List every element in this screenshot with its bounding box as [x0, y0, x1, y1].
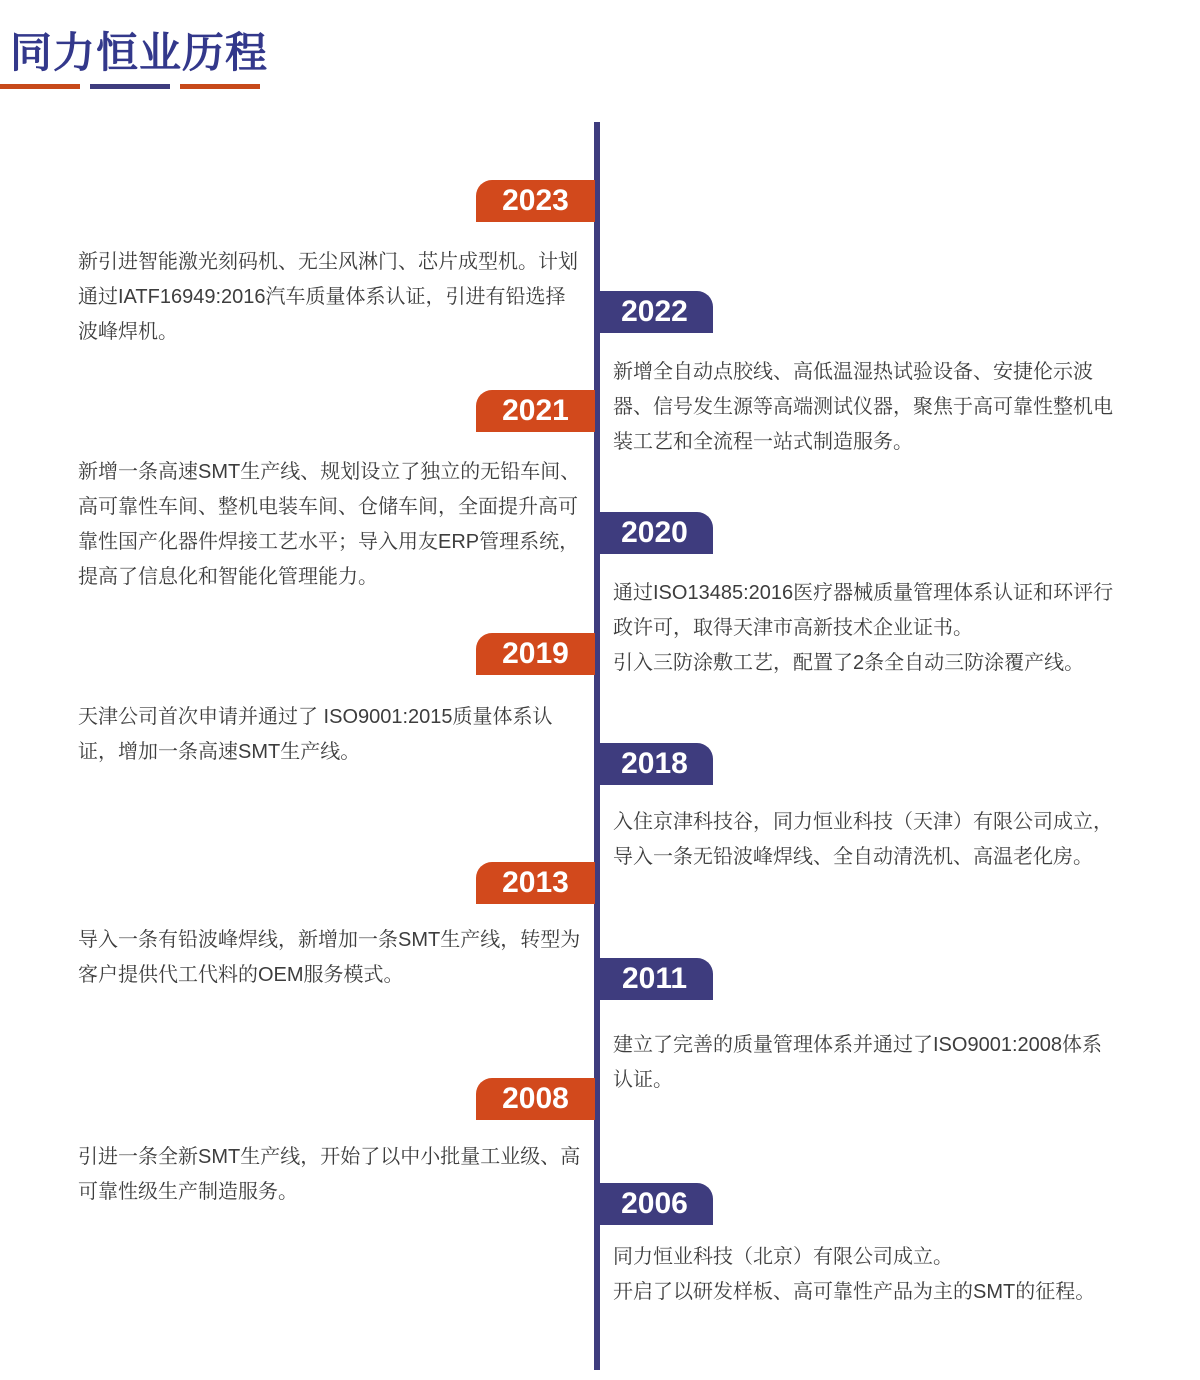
milestone-2020-line-1: 通过ISO13485:2016医疗器械质量管理体系认证和环评行政许可，取得天津市高新技术企业证书。	[613, 582, 1114, 639]
year-badge-2022: 2022	[596, 291, 713, 333]
year-badge-2021: 2021	[476, 390, 595, 432]
year-badge-2018: 2018	[596, 743, 713, 785]
milestone-2006-text	[613, 1240, 1118, 1310]
milestone-2019-text: 天津公司首次申请并通过了 ISO9001:2015质量体系认证，增加一条高速SMT生产线。	[78, 706, 553, 763]
milestone-2021-text: 新增一条高速SMT生产线、规划设立了独立的无铅车间、高可靠性车间、整机电装车间、仓储车间，全面提升高可靠性国产化器件焊接工艺水平；导入用友ERP管理系统，提高了信息化和智能化管理能力。	[78, 461, 581, 588]
milestone-2023-text: 新引进智能激光刻码机、无尘风淋门、芯片成型机。计划通过IATF16949:2016汽车质量体系认证，引进有铅选择波峰焊机。	[78, 251, 578, 343]
year-badge-2013: 2013	[476, 862, 595, 904]
year-badge-2023: 2023	[476, 180, 595, 222]
milestone-2011-text: 建立了完善的质量管理体系并通过了ISO9001:2008体系认证。	[613, 1034, 1102, 1091]
year-badge-2008: 2008	[476, 1078, 595, 1120]
page-title: 同力恒业历程	[10, 29, 269, 76]
milestone-2018-text: 入住京津科技谷，同力恒业科技（天津）有限公司成立，导入一条无铅波峰焊线、全自动清洗机、高温老化房。	[613, 811, 1113, 868]
milestone-2013-text: 导入一条有铅波峰焊线，新增加一条SMT生产线，转型为客户提供代工代料的OEM服务模式。	[78, 929, 581, 986]
year-badge-2011: 2011	[596, 958, 713, 1000]
milestone-2020-line-2: 引入三防涂敷工艺，配置了2条全自动三防涂覆产线。	[613, 652, 1085, 674]
milestone-2006-line-1: 同力恒业科技（北京）有限公司成立。	[613, 1246, 953, 1268]
year-badge-2020: 2020	[596, 512, 713, 554]
title-underline-orange-2	[180, 84, 260, 89]
milestone-2022-text: 新增全自动点胶线、高低温湿热试验设备、安捷伦示波器、信号发生源等高端测试仪器，聚焦于高可靠性整机电装工艺和全流程一站式制造服务。	[613, 361, 1113, 453]
milestone-2008-text: 引进一条全新SMT生产线，开始了以中小批量工业级、高可靠性级生产制造服务。	[78, 1146, 581, 1203]
milestone-2020-text	[613, 576, 1118, 681]
milestone-2006-line-2: 开启了以研发样板、高可靠性产品为主的SMT的征程。	[613, 1281, 1096, 1303]
title-underline-orange-1	[0, 84, 80, 89]
year-badge-2019: 2019	[476, 633, 595, 675]
year-badge-2006: 2006	[596, 1183, 713, 1225]
title-underline-purple	[90, 84, 170, 89]
